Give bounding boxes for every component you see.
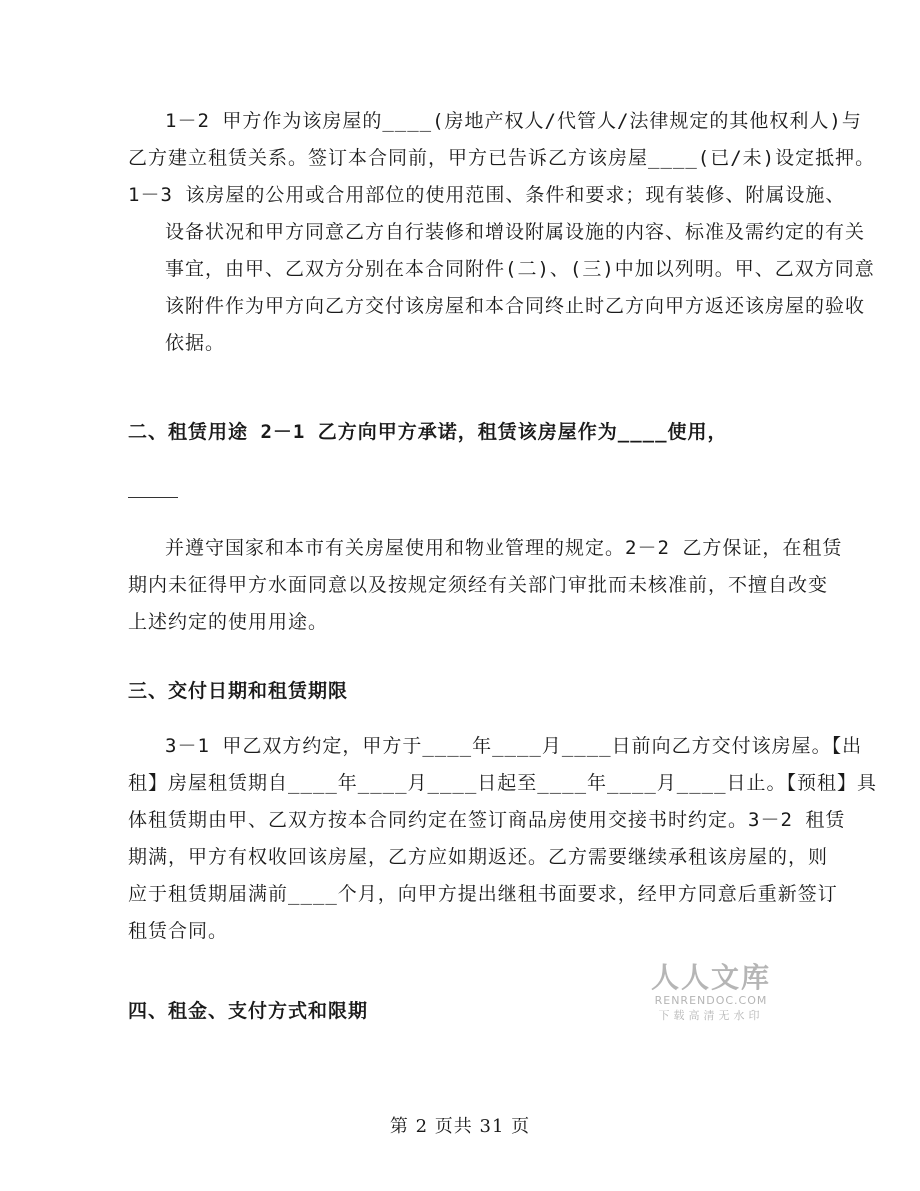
text-line: 期内未征得甲方水面同意以及按规定须经有关部门审批而未核准前，不擅自改变	[128, 574, 829, 596]
text-line: 依据。	[165, 332, 226, 354]
text-line: 设备状况和甲方同意乙方自行装修和增设附属设施的内容、标准及需约定的有关	[165, 221, 866, 243]
text-line: 体租赁期由甲、乙双方按本合同约定在签订商品房使用交接书时约定。3－2 租赁	[128, 809, 846, 831]
text-line: 1－2 甲方作为该房屋的____(房地产权人/代管人/法律规定的其他权利人)与	[165, 110, 862, 132]
text-line: 乙方建立租赁关系。签订本合同前，甲方已告诉乙方该房屋____(已/未)设定抵押。	[128, 147, 876, 169]
text-line: 上述约定的使用用途。	[128, 611, 329, 633]
text-line: 事宜，由甲、乙双方分别在本合同附件(二)、(三)中加以列明。甲、乙双方同意	[165, 258, 875, 280]
watermark-title: 人人文库	[650, 961, 771, 994]
watermark-subtitle: 下载高清无水印	[658, 1009, 764, 1022]
blank-underline	[128, 497, 178, 498]
section3-paragraph	[128, 728, 878, 950]
section1-paragraph	[128, 103, 876, 362]
watermark-logo	[646, 962, 776, 1024]
text-line: 租】房屋租赁期自____年____月____日起至____年____月____日止。【预租】具	[128, 772, 878, 794]
section4-heading: 四、租金、支付方式和限期	[128, 1000, 369, 1022]
text-line: 期满，甲方有权收回该房屋，乙方应如期返还。乙方需要继续承租该房屋的，则	[128, 846, 829, 868]
text-line: 应于租赁期届满前____个月，向甲方提出继租书面要求，经甲方同意后重新签订	[128, 883, 838, 905]
text-line: 1－3 该房屋的公用或合用部位的使用范围、条件和要求；现有装修、附属设施、	[128, 184, 846, 206]
section2-heading: 二、租赁用途 2－1 乙方向甲方承诺，租赁该房屋作为____使用，	[128, 421, 728, 443]
text-line: 租赁合同。	[128, 920, 229, 942]
text-line: 3－1 甲乙双方约定，甲方于____年____月____日前向乙方交付该房屋。【出	[165, 735, 863, 757]
watermark-url: RENRENDOC.COM	[654, 994, 768, 1007]
section2-paragraph	[128, 530, 843, 641]
text-line: 该附件作为甲方向乙方交付该房屋和本合同终止时乙方向甲方返还该房屋的验收	[165, 295, 866, 317]
page-number-footer: 第 2 页共 31 页	[389, 1116, 531, 1137]
text-line: 并遵守国家和本市有关房屋使用和物业管理的规定。2－2 乙方保证，在租赁	[165, 537, 843, 559]
section3-heading: 三、交付日期和租赁期限	[128, 680, 349, 702]
